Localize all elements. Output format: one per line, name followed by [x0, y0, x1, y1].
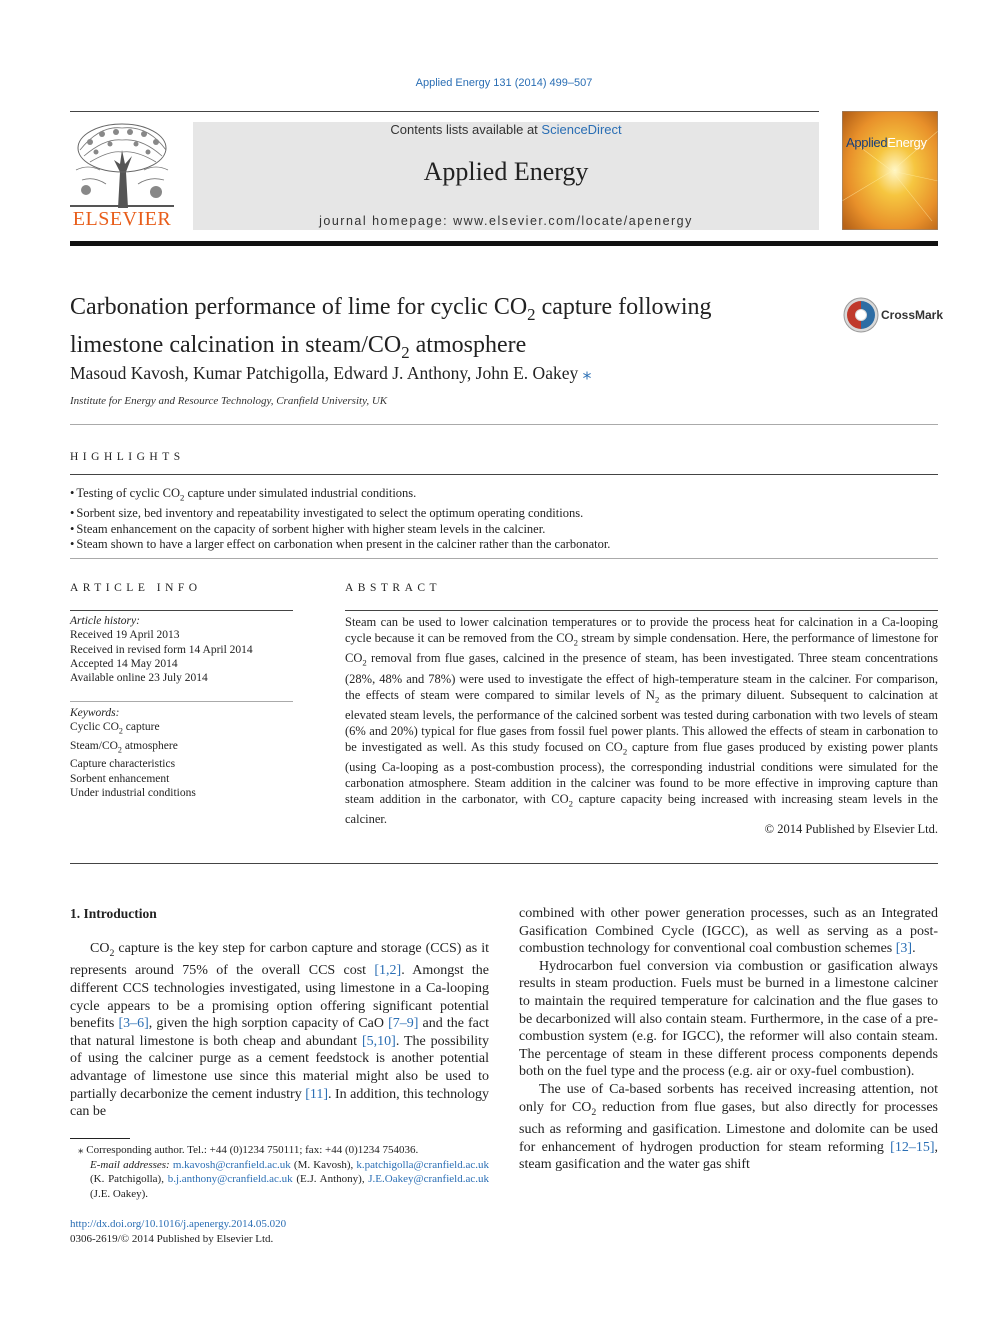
- keywords: [70, 706, 293, 800]
- elsevier-wordmark: ELSEVIER: [72, 208, 172, 230]
- citation-link[interactable]: [1,2]: [374, 963, 402, 979]
- email-link[interactable]: m.kavosh@cranfield.ac.uk: [172, 1158, 291, 1171]
- doi-link[interactable]: http://dx.doi.org/10.1016/j.apenergy.2014.05.020: [70, 1218, 287, 1230]
- corresponding-author-note: ⁎ Corresponding author. Tel.: +44 (0)1234 750111; fax: +44 (0)1234 754036.: [78, 1144, 419, 1156]
- highlights-heading: HIGHLIGHTS: [70, 451, 185, 463]
- journal-homepage[interactable]: journal homepage: www.elsevier.com/locate/apenergy: [319, 214, 693, 228]
- issn-line: 0306-2619/© 2014 Published by Elsevier Ltd.: [70, 1232, 274, 1245]
- journal-cover-thumbnail: [842, 111, 938, 230]
- email-addresses: E-mail addresses: m.kavosh@cranfield.ac.uk (M. Kavosh), k.patchigolla@cranfield.ac.uk (K. Patchigolla), b.j.anthony@cranfield.ac.uk (E.J. Anthony), J.E.Oakey@cranfield.ac.uk (J.E. Oakey).: [90, 1158, 489, 1200]
- authors-text: Masoud Kavosh, Kumar Patchigolla, Edward J. Anthony, John E. Oakey: [70, 363, 579, 383]
- keyword: Capture characteristics: [70, 758, 176, 771]
- divider: [70, 863, 938, 864]
- intro-paragraph: $CO_2$ capture is the key step for carbon capture and storage (CCS) as it represents around 75% of the overall CCS cost [1,2]. Amongst the different CCS technologies investigated, using limestone in a Ca-looping cycle appears to be a promising option offering significant potential benefits [3–6], given the high sorption capacity of CaO [7–9] and the fact that natural limestone is both cheap and abundant [5,10]. The possibility of using the calciner purge as a cement feedstock is another potential advantage of limestone use since this material might also be used to partially decarbonize the cement industry [11]. In addition, this technology can be: [70, 941, 490, 1120]
- footnote-rule: [70, 1138, 130, 1139]
- highlights-list: [70, 486, 610, 553]
- journal-title: Applied Energy: [423, 157, 589, 186]
- sciencedirect-link[interactable]: ScienceDirect: [541, 122, 622, 137]
- footnotes: [70, 1143, 489, 1201]
- affiliation: Institute for Energy and Resource Technology, Cranfield University, UK: [70, 395, 388, 407]
- history-label: Article history:: [70, 615, 140, 627]
- doi-block: [70, 1217, 286, 1246]
- cover-title: AppliedEnergy: [846, 135, 927, 150]
- article-history: [70, 614, 293, 685]
- body-paragraph: The use of Ca-based sorbents has received increasing attention, not only for $CO_2$ reduction from flue gases, but also directly for processes such as reforming and gasification. Limestone and dolomite can be used for enhancement of hydrogen production for steam reforming [12–15], steam gasification and the water gas shift: [519, 1081, 938, 1173]
- corresponding-author-mark[interactable]: ⁎: [582, 363, 592, 383]
- keyword: Cyclic $CO_2$ capture: [70, 721, 160, 736]
- citation-link[interactable]: [7–9]: [388, 1016, 419, 1032]
- abstract-heading: ABSTRACT: [345, 582, 442, 594]
- citation-link[interactable]: [12–15]: [890, 1139, 935, 1155]
- history-accepted: Accepted 14 May 2014: [70, 657, 178, 670]
- history-received: Received 19 April 2013: [70, 629, 180, 642]
- author-list: [70, 363, 591, 384]
- email-link[interactable]: J.E.Oakey@cranfield.ac.uk: [368, 1173, 489, 1185]
- list-item: • Steam shown to have a larger effect on carbonation when present in the calciner rather than the carbonator.: [70, 537, 610, 553]
- citation-link[interactable]: [5,10]: [362, 1033, 396, 1049]
- contents-line: [193, 122, 819, 137]
- history-revised: Received in revised form 14 April 2014: [70, 643, 253, 656]
- abstract-text: Steam can be used to lower calcination temperatures or to provide the process heat for calcination in a Ca-looping cycle because it can be removed from the $CO_2$ stream by simple condensation. Here, the performance of limestone for $CO_2$ removal from flue gases, calcined in the presence of steam, has been investigated. Three steam concentrations (28%, 48% and 78%) were used to investigate the effect of high-temperature steam in the calciner. For comparison, the effects of steam were compared to similar levels of $N_2$ as the primary diluent. Subsequent to calcination at elevated steam levels, the performance of the calcined sorbent was tested during carbonation with two levels of steam (6% and 20%) typical for flue gases from fossil fuel power plants. This allowed the effects of steam in carbonation to be investigated as well. As this study focused on $CO_2$ capture from flue gases produced by existing power plants (using Ca-looping as a post-combustion process), the corresponding industrial conditions were simulated for the carbonation atmosphere. Steam addition in the calciner was found to be more effective in improving capture than steam addition in the carbonator, with $CO_2$ capture capacity being increased with increasing steam levels in the calciner.: [345, 615, 939, 827]
- article-title: Carbonation performance of lime for cyclic $CO_2$ capture following limestone calcination in steam/$CO_2$ atmosphere: [70, 294, 712, 362]
- journal-reference[interactable]: Applied Energy 131 (2014) 499–507: [415, 77, 593, 89]
- cover-art: [842, 111, 938, 230]
- crossmark-icon: [843, 297, 879, 333]
- divider: [70, 610, 293, 611]
- body-left-column: [70, 940, 489, 1121]
- divider: [70, 474, 938, 475]
- keyword: Sorbent enhancement: [70, 772, 170, 785]
- crossmark-badge[interactable]: [843, 297, 944, 333]
- header-top-rule: [70, 111, 819, 112]
- keywords-label: Keywords:: [70, 707, 120, 719]
- email-link[interactable]: b.j.anthony@cranfield.ac.uk: [167, 1173, 293, 1185]
- body-paragraph: combined with other power generation processes, such as an Integrated Gasification Combined Cycle (IGCC), as well as serving as a post-combustion technology for conventional coal combustion schemes [3].: [519, 906, 938, 957]
- citation-link[interactable]: [11]: [305, 1086, 329, 1102]
- abstract-copyright: © 2014 Published by Elsevier Ltd.: [764, 822, 938, 836]
- history-online: Available online 23 July 2014: [70, 672, 208, 685]
- section-heading-introduction: 1. Introduction: [70, 906, 157, 921]
- keyword: Under industrial conditions: [70, 787, 196, 800]
- divider: [70, 424, 938, 425]
- keyword: Steam/$CO_2$ atmosphere: [70, 739, 178, 755]
- citation-link[interactable]: [3]: [895, 941, 913, 957]
- contents-prefix: Contents lists available at: [390, 122, 538, 137]
- list-item: • Testing of cyclic $CO_2$ capture under simulated industrial conditions.: [70, 486, 610, 506]
- header-bottom-rule: [70, 241, 938, 246]
- list-item: • Steam enhancement on the capacity of sorbent higher with higher steam levels in the calciner.: [70, 522, 610, 538]
- tree-icon: [70, 120, 174, 210]
- body-paragraph: Hydrocarbon fuel conversion via combustion or gasification always results in steam production. Fuels must be burned in a limestone calciner to maintain the required temperature for calcination and the flue gases to be decarbonized will also contain steam. Furthermore, in the case of a pre-combustion system (e.g. for IGCC), the reformer will also contain steam. The percentage of steam in these different process components depends both on the fuel type and the process (e.g. air or oxy-fuel combustion).: [519, 958, 938, 1080]
- email-link[interactable]: k.patchigolla@cranfield.ac.uk: [356, 1158, 489, 1171]
- divider: [70, 701, 293, 702]
- citation-link[interactable]: [3–6]: [118, 1016, 149, 1032]
- crossmark-label: CrossMark: [881, 308, 944, 322]
- body-right-column: [519, 905, 938, 1174]
- divider: [70, 558, 938, 559]
- article-info-heading: ARTICLE INFO: [70, 582, 202, 594]
- divider: [345, 610, 938, 611]
- list-item: • Sorbent size, bed inventory and repeatability investigated to select the optimum operating conditions.: [70, 506, 610, 522]
